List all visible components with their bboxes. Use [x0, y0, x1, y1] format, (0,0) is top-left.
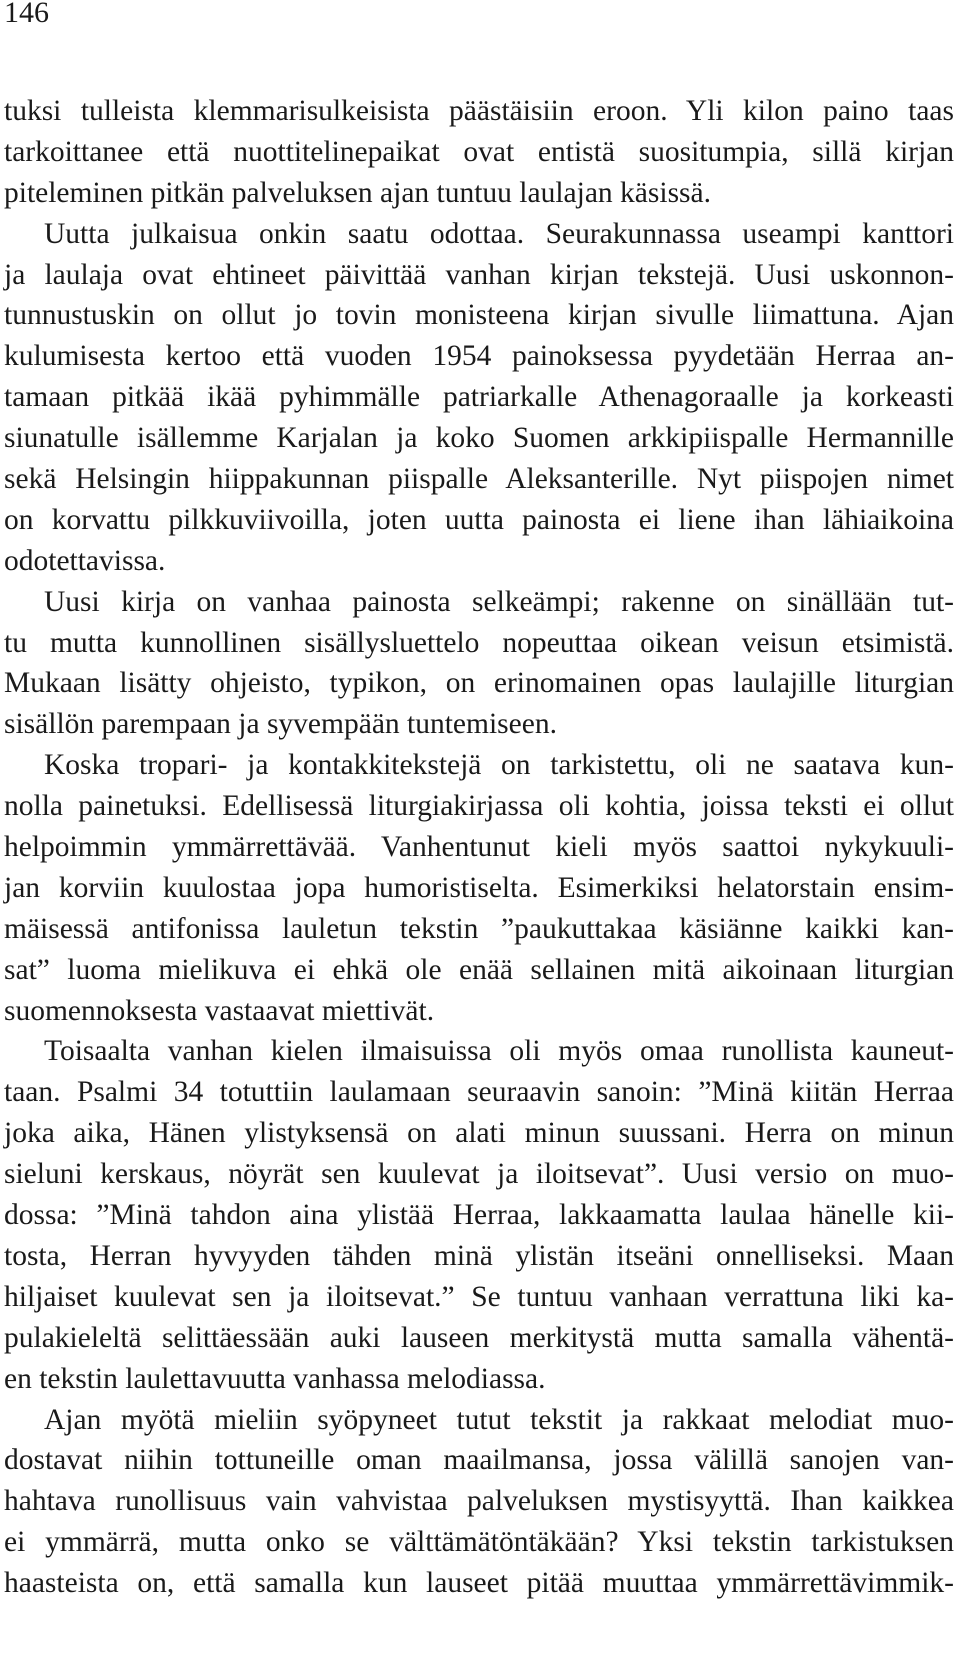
text-line: hahtava runollisuus vain vahvistaa palveluksen mystisyyttä. Ihan kaikkea: [4, 1485, 954, 1518]
text-line: pulakieleltä selittäessään auki lauseen merkitystä mutta samalla vähentä-: [4, 1321, 954, 1354]
text-line: en tekstin laulettavuutta vanhassa melodiassa.: [4, 1362, 546, 1395]
text-line: tamaan pitkää ikää pyhimmälle patriarkalle Athenagoraalle ja korkeasti: [4, 381, 954, 414]
text-line: Koska tropari- ja kontakkitekstejä on tarkistettu, oli ne saatava kun-: [44, 749, 954, 782]
text-line: suomennoksesta vastaavat miettivät.: [4, 994, 435, 1027]
page-number: 146: [4, 0, 49, 29]
text-line: kulumisesta kertoo että vuoden 1954 painoksessa pyydetään Herraa an-: [4, 340, 954, 373]
text-line: Toisaalta vanhan kielen ilmaisuissa oli myös omaa runollista kauneut-: [44, 1035, 954, 1068]
text-line: helpoimmin ymmärrettävää. Vanhentunut kieli myös saattoi nykykuuli-: [4, 831, 954, 864]
text-line: tu mutta kunnollinen sisällysluettelo nopeuttaa oikean veisun etsimistä.: [4, 626, 954, 659]
text-line: tarkoittanee että nuottitelinepaikat ovat entistä suositumpia, sillä kirjan: [4, 135, 954, 168]
text-line: sieluni kerskaus, nöyrät sen kuulevat ja iloitsevat”. Uusi versio on muo-: [4, 1158, 954, 1191]
text-line: joka aika, Hänen ylistyksensä on alati minun suussani. Herra on minun: [4, 1117, 954, 1150]
text-line: sekä Helsingin hiippakunnan piispalle Aleksanterille. Nyt piispojen nimet: [4, 463, 954, 496]
text-line: dostavat niihin tottuneille oman maailmansa, jossa välillä sanojen van-: [4, 1444, 954, 1477]
text-line: taan. Psalmi 34 totuttiin laulamaan seuraavin sanoin: ”Minä kiitän Herraa: [4, 1076, 954, 1109]
text-line: sat” luoma mielikuva ei ehkä ole enää sellainen mitä aikoinaan liturgian: [4, 953, 954, 986]
text-line: siunatulle isällemme Karjalan ja koko Suomen arkkipiispalle Hermannille: [4, 422, 954, 455]
text-line: piteleminen pitkän palveluksen ajan tuntuu laulajan käsissä.: [4, 176, 711, 209]
text-line: Ajan myötä mieliin syöpyneet tutut tekstit ja rakkaat melodiat muo-: [44, 1403, 954, 1436]
body-text: [4, 91, 954, 1604]
text-line: Uusi kirja on vanhaa painosta selkeämpi; rakenne on sinällään tut-: [44, 585, 954, 618]
text-line: mäisessä antifonissa lauletun tekstin ”paukuttakaa käsiänne kaikki kan-: [4, 912, 954, 945]
text-line: Mukaan lisätty ohjeisto, typikon, on erinomainen opas laulajille liturgian: [4, 667, 954, 700]
text-line: jan korviin kuulostaa jopa humoristiselta. Esimerkiksi helatorstain ensim-: [4, 871, 954, 904]
text-line: hiljaiset kuulevat sen ja iloitsevat.” Se tuntuu vanhaan verrattuna liki ka-: [4, 1280, 954, 1313]
text-line: odotettavissa.: [4, 544, 166, 577]
text-line: ei ymmärrä, mutta onko se välttämätöntäkään? Yksi tekstin tarkistuksen: [4, 1526, 954, 1559]
text-line: dossa: ”Minä tahdon aina ylistää Herraa, lakkaamatta laulaa hänelle kii-: [4, 1199, 954, 1232]
text-line: tosta, Herran hyvyyden tähden minä ylistän itseäni onnelliseksi. Maan: [4, 1239, 954, 1272]
text-line: Uutta julkaisua onkin saatu odottaa. Seurakunnassa useampi kanttori: [44, 217, 954, 250]
text-line: tuksi tulleista klemmarisulkeisista päästäisiin eroon. Yli kilon paino taas: [4, 95, 954, 127]
text-line: ja laulaja ovat ehtineet päivittää vanhan kirjan tekstejä. Uusi uskonnon-: [4, 258, 954, 291]
text-line: on korvattu pilkkuviivoilla, joten uutta painosta ei liene ihan lähiaikoina: [4, 503, 954, 536]
text-line: nolla painetuksi. Edellisessä liturgiakirjassa oli kohtia, joissa teksti ei ollut: [4, 790, 954, 823]
text-line: sisällön parempaan ja syvempään tuntemiseen.: [4, 708, 557, 741]
text-line: tunnustuskin on ollut jo tovin monisteena kirjan sivulle liimattuna. Ajan: [4, 299, 954, 332]
text-line: haasteista on, että samalla kun lauseet pitää muuttaa ymmärrettävimmik-: [4, 1567, 954, 1600]
